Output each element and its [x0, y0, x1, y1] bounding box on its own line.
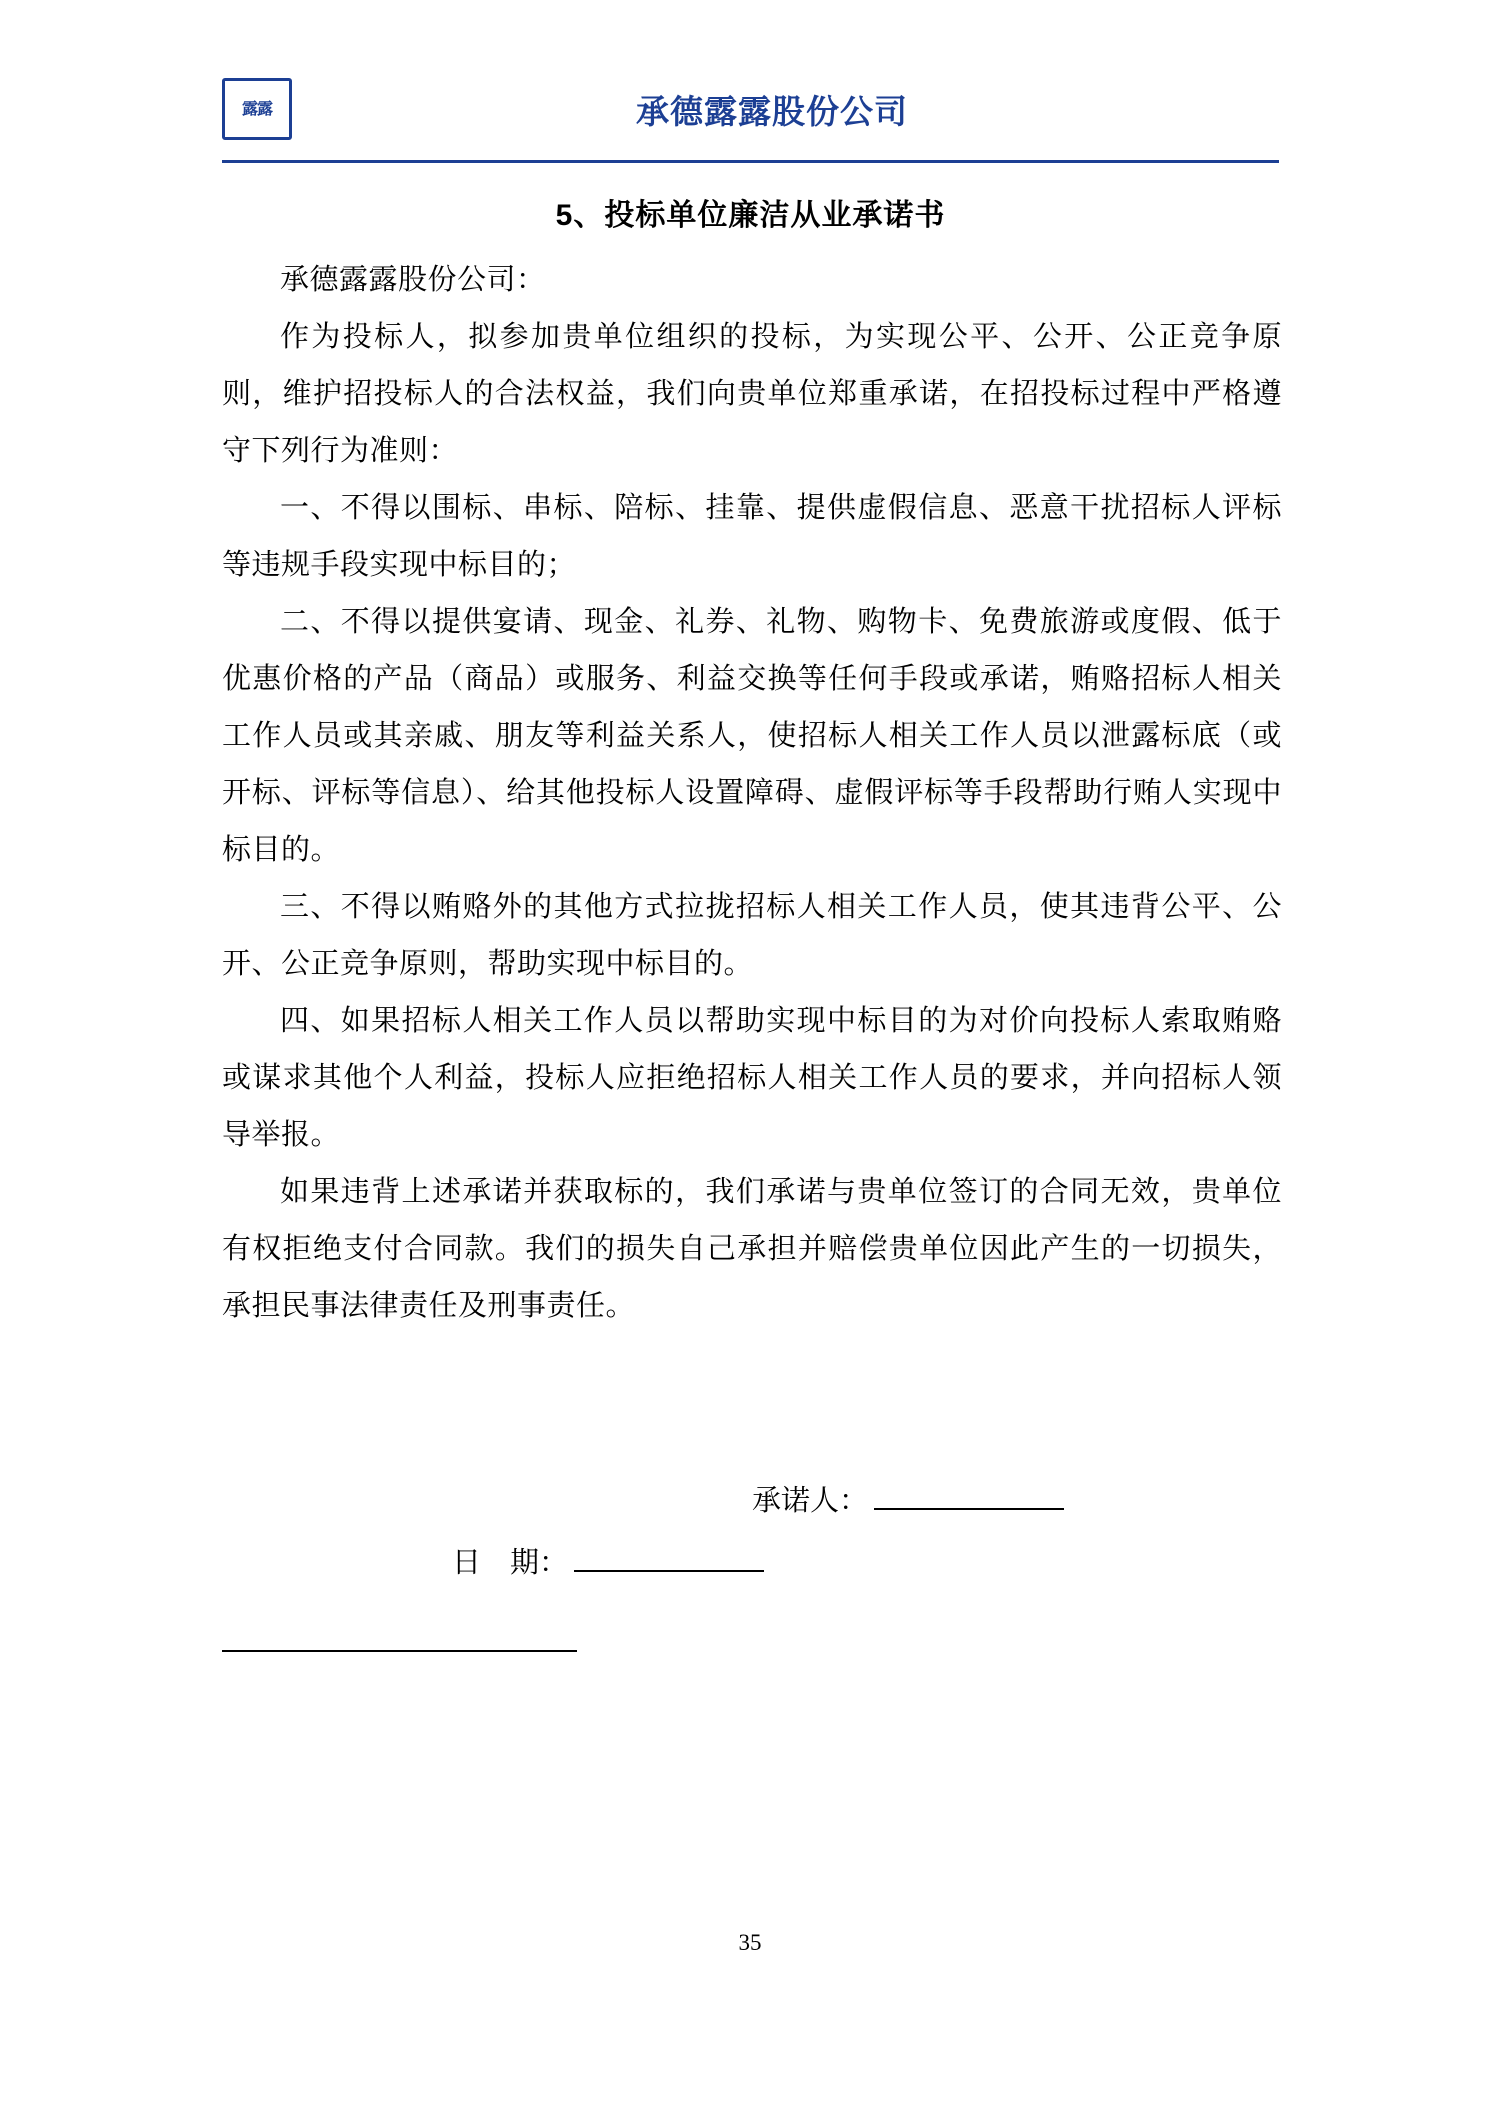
- date-input-line[interactable]: [574, 1544, 764, 1572]
- header-divider: [222, 160, 1279, 163]
- paragraph-clause-3: 三、不得以贿赂外的其他方式拉拢招标人相关工作人员，使其违背公平、公开、公正竞争原则，帮助实现中标目的。: [222, 891, 1282, 980]
- document-body: [222, 252, 1282, 1335]
- salutation: 承德露露股份公司：: [280, 264, 546, 296]
- date-row: [222, 1532, 1282, 1594]
- footer-divider: [222, 1650, 577, 1652]
- page-number: 35: [738, 1930, 762, 1955]
- paragraph-clause-2: 二、不得以提供宴请、现金、礼券、礼物、购物卡、免费旅游或度假、低于优惠价格的产品（商品）或服务、利益交换等任何手段或承诺，贿赂招标人相关工作人员或其亲戚、朋友等利益关系人，使招标人相关工作人员以泄露标底（或开标、评标等信息）、给其他投标人设置障碍、虚假评标等手段帮助行贿人实现中标目的。: [222, 606, 1282, 866]
- promisor-input-line[interactable]: [874, 1482, 1064, 1510]
- promisor-label: 承诺人：: [752, 1485, 869, 1517]
- company-name: 承德露露股份公司: [636, 95, 908, 131]
- company-logo: [222, 78, 292, 140]
- promisor-row: [222, 1470, 1282, 1532]
- page-title: 5、投标单位廉洁从业承诺书: [555, 199, 946, 232]
- paragraph-intro: 作为投标人，拟参加贵单位组织的投标，为实现公平、公开、公正竞争原则，维护招投标人的合法权益，我们向贵单位郑重承诺，在招投标过程中严格遵守下列行为准则：: [222, 321, 1282, 467]
- paragraph-clause-1: 一、不得以围标、串标、陪标、挂靠、提供虚假信息、恶意干扰招标人评标等违规手段实现中标目的；: [222, 492, 1282, 581]
- document-header: [222, 78, 1282, 148]
- paragraph-clause-4: 四、如果招标人相关工作人员以帮助实现中标目的为对价向投标人索取贿赂或谋求其他个人利益，投标人应拒绝招标人相关工作人员的要求，并向招标人领导举报。: [222, 1005, 1282, 1151]
- date-label: 日 期：: [452, 1547, 569, 1579]
- signature-block: [222, 1470, 1282, 1594]
- paragraph-closing: 如果违背上述承诺并获取标的，我们承诺与贵单位签订的合同无效，贵单位有权拒绝支付合同款。我们的损失自己承担并赔偿贵单位因此产生的一切损失，承担民事法律责任及刑事责任。: [222, 1176, 1282, 1322]
- logo-text: 露露: [241, 100, 272, 118]
